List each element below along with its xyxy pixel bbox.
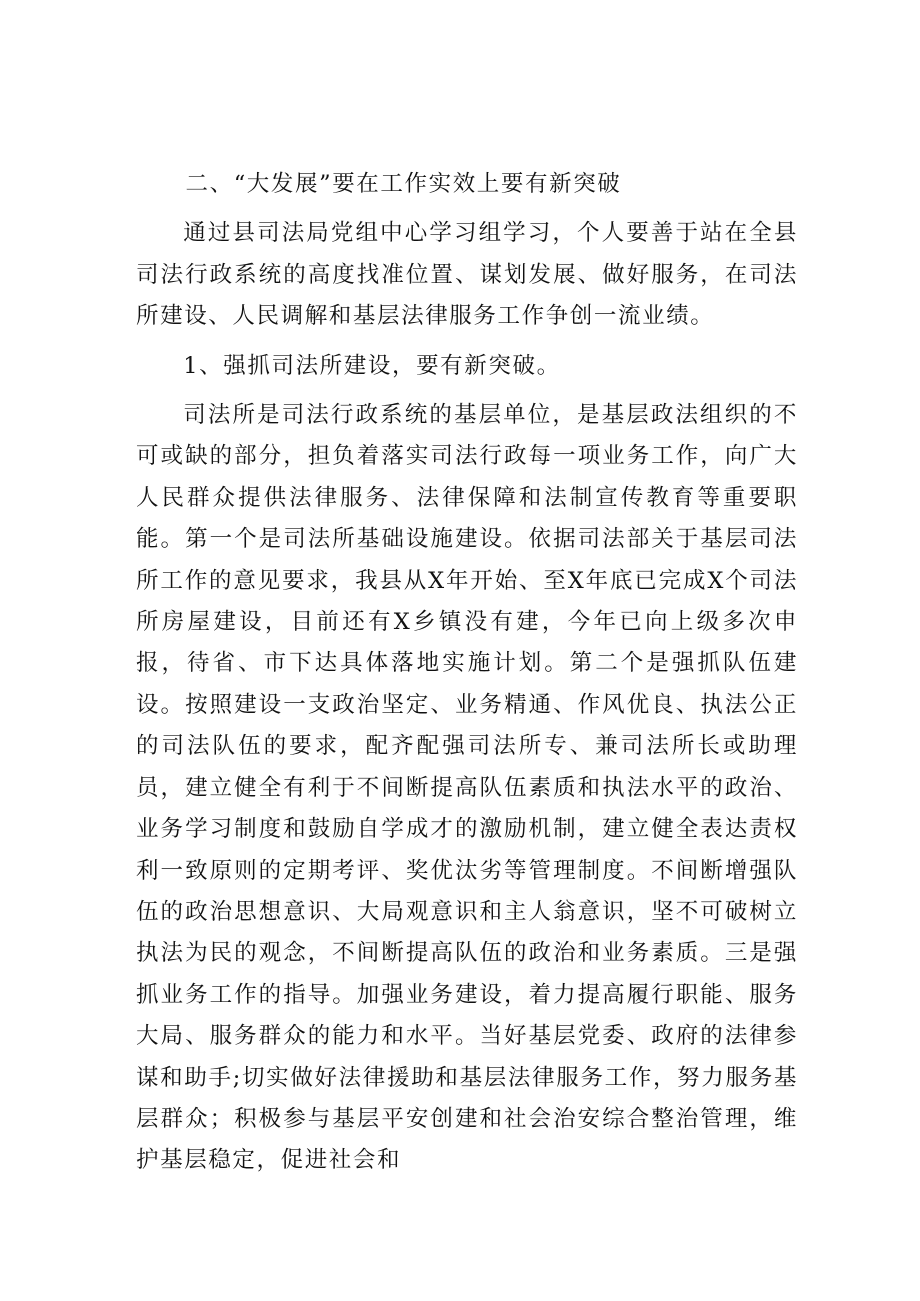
- document-body: [136, 164, 798, 1190]
- subheading-1: 1、强抓司法所建设，要有新突破。: [183, 352, 561, 379]
- intro-paragraph: 通过县司法局党组中心学习组学习，个人要善于站在全县司法行政系统的高度找准位置、谋划发展、做好服务，在司法所建设、人民调解和基层法律服务工作争创一流业绩。: [136, 220, 798, 330]
- section-heading: 二、“大发展”要在工作实效上要有新突破: [185, 171, 622, 197]
- body-paragraph: 司法所是司法行政系统的基层单位，是基层政法组织的不可或缺的部分，担负着落实司法行政每一项业务工作，向广大人民群众提供法律服务、法律保障和法制宣传教育等重要职能。第一个是司法所基础设施建设。依据司法部关于基层司法所工作的意见要求，我县从X年开始、至X年底已完成X个司法所房屋建设，目前还有X乡镇没有建，今年已向上级多次申报，待省、市下达具体落地实施计划。第二个是强抓队伍建设。按照建设一支政治坚定、业务精通、作风优良、执法公正的司法队伍的要求，配齐配强司法所专、兼司法所长或助理员，建立健全有利于不间断提高队伍素质和执法水平的政治、业务学习制度和鼓励自学成才的激励机制，建立健全表达责权利一致原则的定期考评、奖优汰劣等管理制度。不间断增强队伍的政治思想意识、大局观意识和主人翁意识，坚不可破树立执法为民的观念，不间断提高队伍的政治和业务素质。三是强抓业务工作的指导。加强业务建设，着力提高履行职能、服务大局、服务群众的能力和水平。当好基层党委、政府的法律参谋和助手;切实做好法律援助和基层法律服务工作，努力服务基层群众；积极参与基层平安创建和社会治安综合整治管理，维护基层稳定，促进社会和: [136, 402, 798, 1174]
